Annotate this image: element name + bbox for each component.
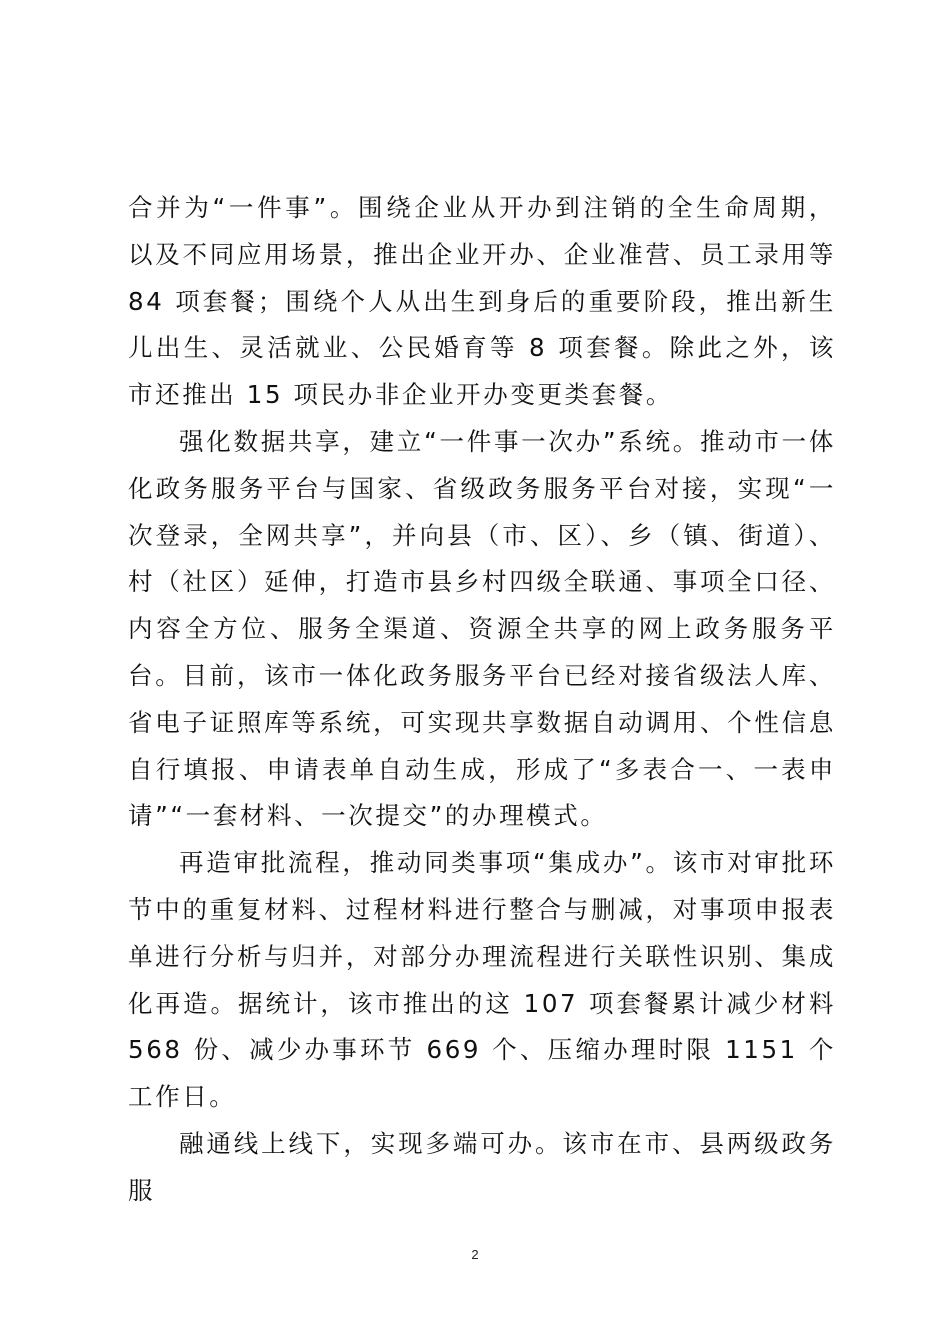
paragraph-4: 融通线上线下，实现多端可办。该市在市、县两级政务服 <box>128 1128 836 1205</box>
paragraph-3: 再造审批流程，推动同类事项“集成办”。该市对审批环节中的重复材料、过程材料进行整合与删减，对事项申报表单进行分析与归并，对部分办理流程进行关联性识别、集成化再造。据统计，该市推出的这 107 项套餐累计减少材料 568 份、减少办事环节 669 个、压缩办理时限 1151 个工作日。 <box>128 848 836 1112</box>
page-number: 2 <box>471 1247 479 1262</box>
document-body <box>128 185 836 1215</box>
paragraph-2: 强化数据共享，建立“一件事一次办”系统。推动市一体化政务服务平台与国家、省级政务服务平台对接，实现“一次登录，全网共享”，并向县（市、区）、乡（镇、街道）、村（社区）延伸，打造市县乡村四级全联通、事项全口径、内容全方位、服务全渠道、资源全共享的网上政务服务平台。目前，该市一体化政务服务平台已经对接省级法人库、省电子证照库等系统，可实现共享数据自动调用、个性信息自行填报、申请表单自动生成，形成了“多表合一、一表申请”“一套材料、一次提交”的办理模式。 <box>128 426 836 831</box>
paragraph-1: 合并为“一件事”。围绕企业从开办到注销的全生命周期，以及不同应用场景，推出企业开办、企业准营、员工录用等 84 项套餐；围绕个人从出生到身后的重要阶段，推出新生儿出生、灵活就业、公民婚育等 8 项套餐。除此之外，该市还推出 15 项民办非企业开办变更类套餐。 <box>128 193 836 410</box>
